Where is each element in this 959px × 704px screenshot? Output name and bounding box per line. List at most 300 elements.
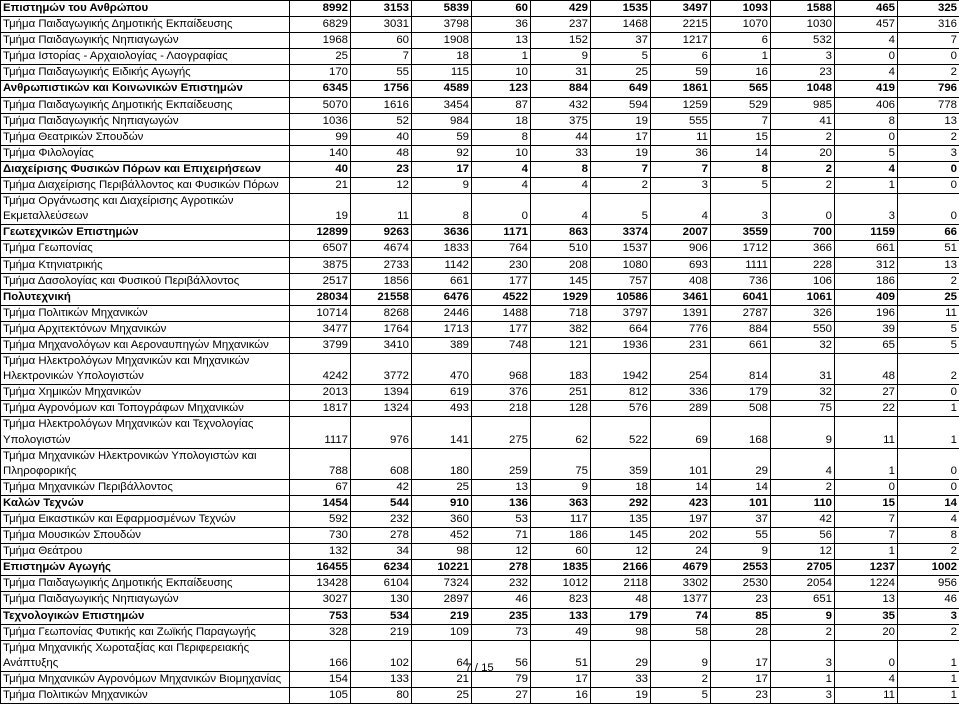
value-cell: 145 <box>591 528 651 544</box>
section-row <box>1 495 959 511</box>
value-cell: 1712 <box>711 241 771 257</box>
value-cell: 40 <box>351 129 412 145</box>
value-cell: 0 <box>898 385 959 401</box>
value-cell: 259 <box>472 448 531 479</box>
value-cell: 619 <box>412 385 472 401</box>
value-cell: 0 <box>835 479 898 495</box>
value-cell: 550 <box>771 321 835 337</box>
value-cell: 7 <box>835 528 898 544</box>
value-cell: 13 <box>898 113 959 129</box>
value-cell: 661 <box>835 241 898 257</box>
value-cell: 13 <box>472 33 531 49</box>
row-label: Τεχνολογικών Επιστημών <box>1 608 290 624</box>
value-cell: 0 <box>898 448 959 479</box>
value-cell: 522 <box>591 417 651 448</box>
value-cell: 9 <box>531 49 591 65</box>
table-row <box>1 592 959 608</box>
value-cell: 11 <box>835 688 898 704</box>
value-cell: 46 <box>898 592 959 608</box>
section-row <box>1 161 959 177</box>
value-cell: 693 <box>651 257 711 273</box>
value-cell: 12 <box>351 178 412 194</box>
value-cell: 2 <box>771 624 835 640</box>
value-cell: 3875 <box>290 257 351 273</box>
value-cell: 823 <box>531 592 591 608</box>
value-cell: 208 <box>531 257 591 273</box>
value-cell: 39 <box>835 321 898 337</box>
value-cell: 649 <box>591 81 651 97</box>
value-cell: 18 <box>412 49 472 65</box>
row-label: Ανθρωπιστικών και Κοινωνικών Επιστημών <box>1 81 290 97</box>
value-cell: 168 <box>711 417 771 448</box>
value-cell: 753 <box>290 608 351 624</box>
value-cell: 35 <box>835 608 898 624</box>
value-cell: 1171 <box>472 225 531 241</box>
value-cell: 452 <box>412 528 472 544</box>
table-row <box>1 129 959 145</box>
value-cell: 493 <box>412 401 472 417</box>
value-cell: 419 <box>835 81 898 97</box>
value-cell: 2705 <box>771 560 835 576</box>
value-cell: 359 <box>591 448 651 479</box>
value-cell: 37 <box>591 33 651 49</box>
value-cell: 457 <box>835 17 898 33</box>
value-cell: 56 <box>472 640 531 671</box>
value-cell: 6829 <box>290 17 351 33</box>
value-cell: 40 <box>290 161 351 177</box>
value-cell: 8268 <box>351 305 412 321</box>
value-cell: 985 <box>771 97 835 113</box>
value-cell: 69 <box>651 417 711 448</box>
row-label: Γεωτεχνικών Επιστημών <box>1 225 290 241</box>
value-cell: 62 <box>531 417 591 448</box>
value-cell: 14 <box>898 495 959 511</box>
table-row <box>1 417 959 448</box>
value-cell: 508 <box>711 401 771 417</box>
value-cell: 4242 <box>290 354 351 385</box>
row-label: Τμήμα Μηχανικής Χωροταξίας και Περιφερειακής Ανάπτυξης <box>1 640 290 671</box>
value-cell: 529 <box>711 97 771 113</box>
value-cell: 32 <box>771 385 835 401</box>
value-cell: 4679 <box>651 560 711 576</box>
value-cell: 254 <box>651 354 711 385</box>
value-cell: 9 <box>711 544 771 560</box>
value-cell: 8 <box>835 113 898 129</box>
value-cell: 6104 <box>351 576 412 592</box>
value-cell: 423 <box>651 495 711 511</box>
value-cell: 2 <box>898 65 959 81</box>
value-cell: 17 <box>711 671 771 687</box>
value-cell: 1488 <box>472 305 531 321</box>
value-cell: 75 <box>531 448 591 479</box>
value-cell: 1012 <box>531 576 591 592</box>
value-cell: 275 <box>472 417 531 448</box>
value-cell: 1 <box>898 401 959 417</box>
value-cell: 60 <box>472 1 531 17</box>
row-label: Τμήμα Δασολογίας και Φυσικού Περιβάλλοντος <box>1 273 290 289</box>
value-cell: 23 <box>711 688 771 704</box>
value-cell: 20 <box>835 624 898 640</box>
value-cell: 64 <box>412 640 472 671</box>
value-cell: 3461 <box>651 289 711 305</box>
row-label: Τμήμα Θεάτρου <box>1 544 290 560</box>
row-label: Καλών Τεχνών <box>1 495 290 511</box>
value-cell: 106 <box>771 273 835 289</box>
value-cell: 1535 <box>591 1 651 17</box>
value-cell: 36 <box>651 145 711 161</box>
value-cell: 36 <box>472 17 531 33</box>
value-cell: 33 <box>591 671 651 687</box>
value-cell: 52 <box>351 113 412 129</box>
value-cell: 1111 <box>711 257 771 273</box>
value-cell: 197 <box>651 512 711 528</box>
row-label: Τμήμα Ιστορίας - Αρχαιολογίας - Λαογραφίας <box>1 49 290 65</box>
value-cell: 66 <box>898 225 959 241</box>
row-label: Τμήμα Πολιτικών Μηχανικών <box>1 305 290 321</box>
value-cell: 532 <box>771 33 835 49</box>
value-cell: 55 <box>351 65 412 81</box>
value-cell: 177 <box>472 321 531 337</box>
value-cell: 375 <box>531 113 591 129</box>
value-cell: 910 <box>412 495 472 511</box>
value-cell: 235 <box>472 608 531 624</box>
table-body <box>1 1 959 704</box>
value-cell: 1394 <box>351 385 412 401</box>
value-cell: 1764 <box>351 321 412 337</box>
value-cell: 28034 <box>290 289 351 305</box>
value-cell: 1080 <box>591 257 651 273</box>
value-cell: 12 <box>591 544 651 560</box>
value-cell: 2 <box>771 178 835 194</box>
value-cell: 228 <box>771 257 835 273</box>
value-cell: 179 <box>591 608 651 624</box>
value-cell: 2 <box>771 129 835 145</box>
value-cell: 328 <box>290 624 351 640</box>
value-cell: 18 <box>591 479 651 495</box>
value-cell: 34 <box>351 544 412 560</box>
value-cell: 0 <box>835 640 898 671</box>
value-cell: 884 <box>531 81 591 97</box>
value-cell: 17 <box>711 640 771 671</box>
value-cell: 219 <box>412 608 472 624</box>
value-cell: 5 <box>898 337 959 353</box>
table-row <box>1 337 959 353</box>
value-cell: 9 <box>651 640 711 671</box>
row-label: Τμήμα Μηχανικών Αγρονόμων Μηχανικών Βιομηχανίας <box>1 671 290 687</box>
value-cell: 219 <box>351 624 412 640</box>
value-cell: 5 <box>591 49 651 65</box>
value-cell: 565 <box>711 81 771 97</box>
value-cell: 1 <box>711 49 771 65</box>
value-cell: 778 <box>898 97 959 113</box>
value-cell: 432 <box>531 97 591 113</box>
table-row <box>1 479 959 495</box>
value-cell: 757 <box>591 273 651 289</box>
value-cell: 2 <box>898 129 959 145</box>
value-cell: 3302 <box>651 576 711 592</box>
value-cell: 105 <box>290 688 351 704</box>
value-cell: 230 <box>472 257 531 273</box>
row-label: Τμήμα Κτηνιατρικής <box>1 257 290 273</box>
value-cell: 13 <box>898 257 959 273</box>
value-cell: 154 <box>290 671 351 687</box>
value-cell: 25 <box>412 688 472 704</box>
value-cell: 661 <box>412 273 472 289</box>
value-cell: 115 <box>412 65 472 81</box>
value-cell: 956 <box>898 576 959 592</box>
row-label: Τμήμα Χημικών Μηχανικών <box>1 385 290 401</box>
value-cell: 12899 <box>290 225 351 241</box>
value-cell: 776 <box>651 321 711 337</box>
value-cell: 42 <box>771 512 835 528</box>
table-row <box>1 65 959 81</box>
value-cell: 8 <box>898 528 959 544</box>
value-cell: 33 <box>531 145 591 161</box>
value-cell: 10 <box>472 65 531 81</box>
value-cell: 2897 <box>412 592 472 608</box>
value-cell: 55 <box>711 528 771 544</box>
value-cell: 2 <box>771 161 835 177</box>
value-cell: 6476 <box>412 289 472 305</box>
value-cell: 389 <box>412 337 472 353</box>
value-cell: 2787 <box>711 305 771 321</box>
value-cell: 16455 <box>290 560 351 576</box>
value-cell: 41 <box>771 113 835 129</box>
value-cell: 594 <box>591 97 651 113</box>
value-cell: 58 <box>651 624 711 640</box>
value-cell: 37 <box>711 512 771 528</box>
value-cell: 3497 <box>651 1 711 17</box>
table-row <box>1 113 959 129</box>
value-cell: 409 <box>835 289 898 305</box>
value-cell: 186 <box>531 528 591 544</box>
value-cell: 28 <box>711 624 771 640</box>
section-row <box>1 1 959 17</box>
value-cell: 1588 <box>771 1 835 17</box>
value-cell: 2517 <box>290 273 351 289</box>
value-cell: 2013 <box>290 385 351 401</box>
value-cell: 9 <box>412 178 472 194</box>
value-cell: 592 <box>290 512 351 528</box>
value-cell: 718 <box>531 305 591 321</box>
value-cell: 2054 <box>771 576 835 592</box>
value-cell: 814 <box>711 354 771 385</box>
value-cell: 1929 <box>531 289 591 305</box>
value-cell: 21558 <box>351 289 412 305</box>
value-cell: 1 <box>898 671 959 687</box>
value-cell: 3 <box>711 194 771 225</box>
section-row <box>1 560 959 576</box>
value-cell: 1756 <box>351 81 412 97</box>
table-row <box>1 145 959 161</box>
value-cell: 133 <box>351 671 412 687</box>
value-cell: 73 <box>472 624 531 640</box>
value-cell: 46 <box>472 592 531 608</box>
section-row <box>1 225 959 241</box>
row-label: Τμήμα Ηλεκτρολόγων Μηχανικών και Μηχανικών Ηλεκτρονικών Υπολογιστών <box>1 354 290 385</box>
row-label: Τμήμα Διαχείρισης Περιβάλλοντος και Φυσικών Πόρων <box>1 178 290 194</box>
value-cell: 49 <box>531 624 591 640</box>
table-row <box>1 528 959 544</box>
table-row <box>1 194 959 225</box>
value-cell: 2166 <box>591 560 651 576</box>
value-cell: 664 <box>591 321 651 337</box>
value-cell: 3798 <box>412 17 472 33</box>
value-cell: 14 <box>711 479 771 495</box>
table-row <box>1 257 959 273</box>
value-cell: 51 <box>531 640 591 671</box>
table-row <box>1 385 959 401</box>
value-cell: 3 <box>898 608 959 624</box>
value-cell: 186 <box>835 273 898 289</box>
value-cell: 128 <box>531 401 591 417</box>
value-cell: 60 <box>531 544 591 560</box>
value-cell: 0 <box>835 49 898 65</box>
value-cell: 5 <box>835 145 898 161</box>
value-cell: 3 <box>771 49 835 65</box>
value-cell: 1377 <box>651 592 711 608</box>
value-cell: 6041 <box>711 289 771 305</box>
value-cell: 3 <box>898 145 959 161</box>
table-row <box>1 17 959 33</box>
table-row <box>1 178 959 194</box>
value-cell: 555 <box>651 113 711 129</box>
value-cell: 8 <box>412 194 472 225</box>
value-cell: 1835 <box>531 560 591 576</box>
value-cell: 42 <box>351 479 412 495</box>
value-cell: 1224 <box>835 576 898 592</box>
value-cell: 11 <box>835 417 898 448</box>
value-cell: 1468 <box>591 17 651 33</box>
value-cell: 32 <box>771 337 835 353</box>
value-cell: 59 <box>651 65 711 81</box>
value-cell: 289 <box>651 401 711 417</box>
row-label: Τμήμα Γεωπονίας Φυτικής και Ζωϊκής Παραγωγής <box>1 624 290 640</box>
value-cell: 3454 <box>412 97 472 113</box>
value-cell: 15 <box>835 495 898 511</box>
row-label: Διαχείρισης Φυσικών Πόρων και Επιχειρήσεων <box>1 161 290 177</box>
value-cell: 6 <box>711 33 771 49</box>
value-cell: 25 <box>290 49 351 65</box>
value-cell: 863 <box>531 225 591 241</box>
value-cell: 1117 <box>290 417 351 448</box>
value-cell: 10221 <box>412 560 472 576</box>
value-cell: 29 <box>591 640 651 671</box>
value-cell: 1817 <box>290 401 351 417</box>
value-cell: 576 <box>591 401 651 417</box>
value-cell: 135 <box>591 512 651 528</box>
value-cell: 429 <box>531 1 591 17</box>
value-cell: 1061 <box>771 289 835 305</box>
row-label: Τμήμα Μουσικών Σπουδών <box>1 528 290 544</box>
value-cell: 884 <box>711 321 771 337</box>
table-row <box>1 544 959 560</box>
value-cell: 1259 <box>651 97 711 113</box>
value-cell: 363 <box>531 495 591 511</box>
value-cell: 99 <box>290 129 351 145</box>
value-cell: 16 <box>531 688 591 704</box>
value-cell: 1713 <box>412 321 472 337</box>
value-cell: 48 <box>591 592 651 608</box>
row-label: Τμήμα Αγρονόμων και Τοπογράφων Μηχανικών <box>1 401 290 417</box>
value-cell: 376 <box>472 385 531 401</box>
value-cell: 1 <box>835 178 898 194</box>
row-label: Τμήμα Φιλολογίας <box>1 145 290 161</box>
value-cell: 9 <box>531 479 591 495</box>
value-cell: 5 <box>591 194 651 225</box>
value-cell: 4674 <box>351 241 412 257</box>
value-cell: 5839 <box>412 1 472 17</box>
value-cell: 132 <box>290 544 351 560</box>
table-row <box>1 448 959 479</box>
value-cell: 25 <box>898 289 959 305</box>
value-cell: 1 <box>898 417 959 448</box>
value-cell: 360 <box>412 512 472 528</box>
value-cell: 1 <box>771 671 835 687</box>
value-cell: 6234 <box>351 560 412 576</box>
value-cell: 27 <box>472 688 531 704</box>
value-cell: 2007 <box>651 225 711 241</box>
value-cell: 101 <box>711 495 771 511</box>
row-label: Τμήμα Αρχιτεκτόνων Μηχανικών <box>1 321 290 337</box>
row-label: Επιστημών του Ανθρώπου <box>1 1 290 17</box>
value-cell: 19 <box>591 113 651 129</box>
value-cell: 6 <box>651 49 711 65</box>
value-cell: 316 <box>898 17 959 33</box>
value-cell: 98 <box>591 624 651 640</box>
value-cell: 2 <box>898 624 959 640</box>
value-cell: 6345 <box>290 81 351 97</box>
value-cell: 56 <box>771 528 835 544</box>
table-row <box>1 305 959 321</box>
value-cell: 5 <box>711 178 771 194</box>
value-cell: 0 <box>898 161 959 177</box>
value-cell: 101 <box>651 448 711 479</box>
value-cell: 4 <box>835 65 898 81</box>
value-cell: 9 <box>771 417 835 448</box>
value-cell: 3772 <box>351 354 412 385</box>
value-cell: 17 <box>412 161 472 177</box>
value-cell: 3410 <box>351 337 412 353</box>
value-cell: 406 <box>835 97 898 113</box>
row-label: Τμήμα Οργάνωσης και Διαχείρισης Αγροτικών Εκμεταλλεύσεων <box>1 194 290 225</box>
value-cell: 730 <box>290 528 351 544</box>
value-cell: 1833 <box>412 241 472 257</box>
value-cell: 23 <box>711 592 771 608</box>
value-cell: 812 <box>591 385 651 401</box>
value-cell: 3477 <box>290 321 351 337</box>
value-cell: 312 <box>835 257 898 273</box>
value-cell: 2 <box>898 354 959 385</box>
value-cell: 31 <box>771 354 835 385</box>
value-cell: 608 <box>351 448 412 479</box>
value-cell: 292 <box>591 495 651 511</box>
value-cell: 4 <box>835 161 898 177</box>
value-cell: 1217 <box>651 33 711 49</box>
value-cell: 19 <box>591 145 651 161</box>
value-cell: 25 <box>591 65 651 81</box>
value-cell: 3799 <box>290 337 351 353</box>
value-cell: 21 <box>412 671 472 687</box>
table-row <box>1 576 959 592</box>
value-cell: 5 <box>898 321 959 337</box>
value-cell: 788 <box>290 448 351 479</box>
value-cell: 5 <box>651 688 711 704</box>
value-cell: 218 <box>472 401 531 417</box>
section-row <box>1 608 959 624</box>
row-label: Πολυτεχνική <box>1 289 290 305</box>
table-row <box>1 321 959 337</box>
